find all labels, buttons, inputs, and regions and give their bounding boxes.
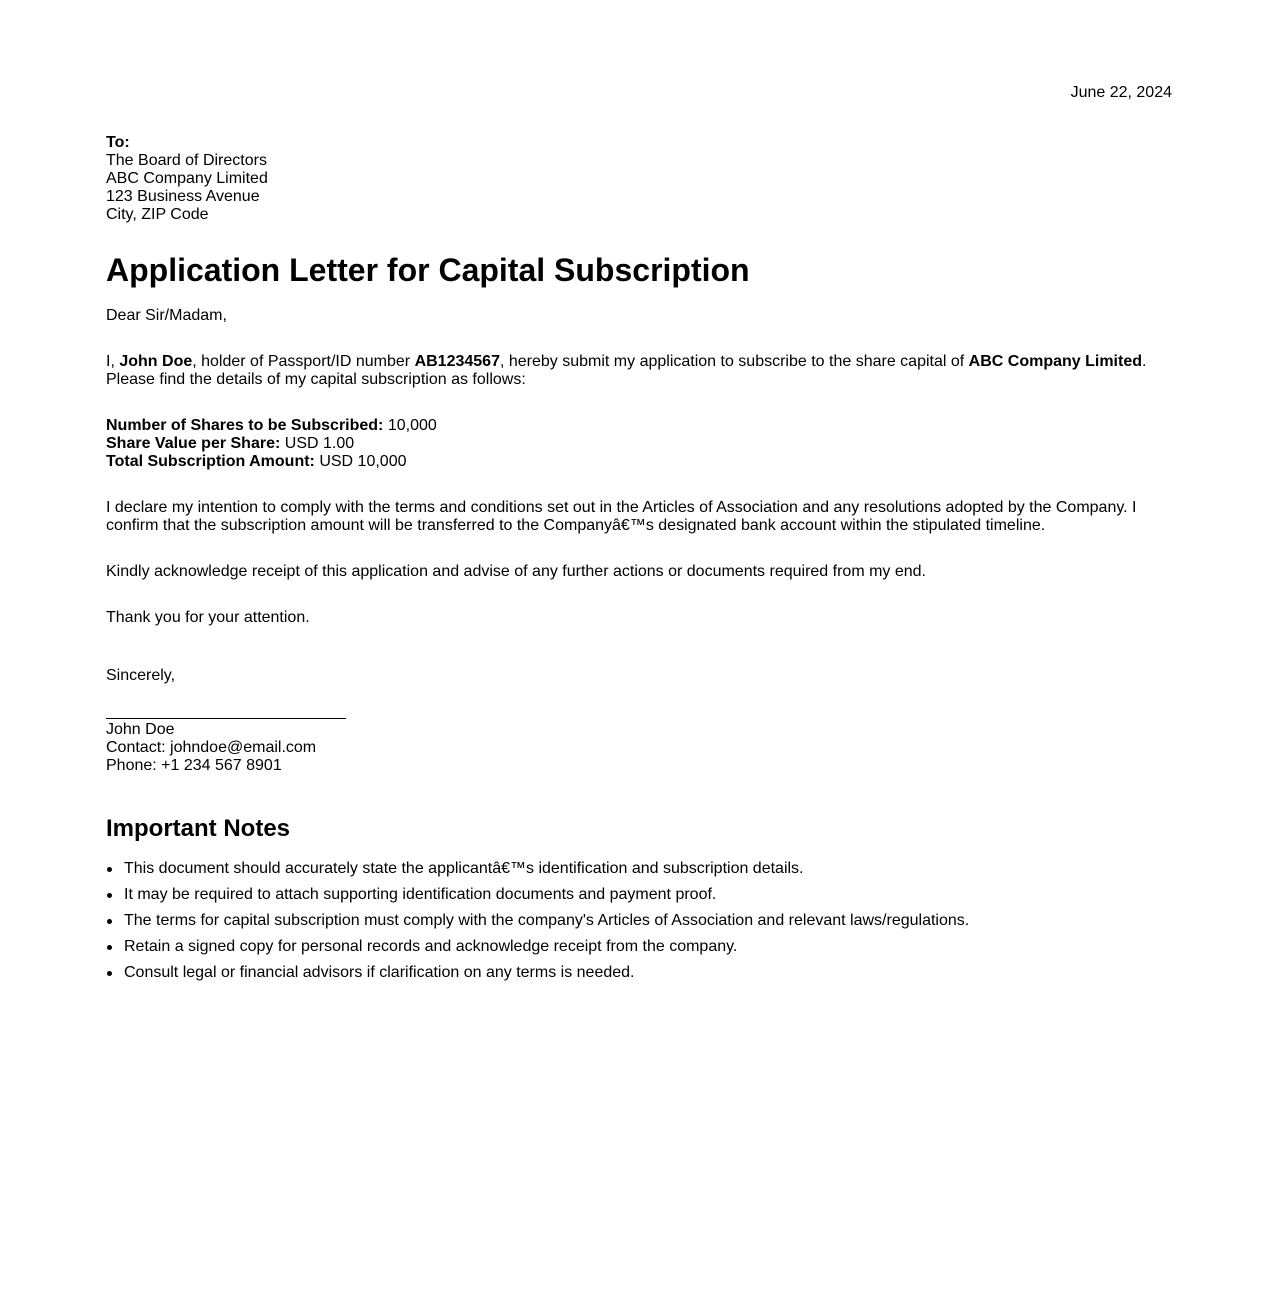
thanks-paragraph: Thank you for your attention.	[106, 609, 310, 626]
recipient-line: 123 Business Avenue	[106, 188, 260, 205]
signer-contact: Contact: johndoe@email.com	[106, 739, 317, 756]
bullet-icon	[107, 919, 112, 924]
intro-paragraph: I, John Doe, holder of Passport/ID number AB1234567, hereby submit my application to subscribe to the share capital of ABC Company Limited. Please find the details of my capital subscription as follows:	[106, 353, 1147, 388]
detail-row	[106, 417, 1172, 435]
list-item: Consult legal or financial advisors if clarification on any terms is needed.	[106, 964, 969, 990]
declaration-paragraph: I declare my intention to comply with the terms and conditions set out in the Articles of Association and any resolutions adopted by the Company. I confirm that the subscription amount will be transferred to the Companyâ€™s designated bank account within the stipulated timeline.	[106, 499, 1137, 534]
notes-heading: Important Notes	[106, 815, 291, 842]
list-item: This document should accurately state the applicantâ€™s identification and subscription details.	[106, 860, 969, 886]
letter-date: June 22, 2024	[1070, 84, 1172, 101]
acknowledge-paragraph: Kindly acknowledge receipt of this application and advise of any further actions or documents required from my end.	[106, 563, 926, 580]
signature-line	[106, 718, 346, 719]
recipient-address	[106, 134, 268, 224]
applicant-name: John Doe	[119, 353, 193, 370]
recipient-line: ABC Company Limited	[106, 170, 268, 187]
list-item: It may be required to attach supporting identification documents and payment proof.	[106, 886, 969, 912]
detail-label: Number of Shares to be Subscribed:	[106, 417, 384, 434]
recipient-line: The Board of Directors	[106, 152, 267, 169]
bullet-icon	[107, 893, 112, 898]
detail-value: 10,000	[387, 417, 437, 434]
signer-name: John Doe	[106, 721, 175, 738]
detail-value: USD 10,000	[319, 453, 407, 470]
detail-label: Total Subscription Amount:	[106, 453, 315, 470]
subscription-details	[106, 417, 1172, 471]
signer-phone: Phone: +1 234 567 8901	[106, 757, 282, 774]
detail-value: USD 1.00	[284, 435, 355, 452]
to-label: To:	[106, 134, 130, 151]
closing: Sincerely,	[106, 667, 176, 684]
bullet-icon	[107, 971, 112, 976]
list-item: The terms for capital subscription must comply with the company's Articles of Association and relevant laws/regulations.	[106, 912, 969, 938]
bullet-icon	[107, 945, 112, 950]
id-number: AB1234567	[414, 353, 500, 370]
notes-list	[106, 860, 969, 990]
detail-row	[106, 453, 1172, 471]
signer-block	[106, 721, 316, 775]
recipient-line: City, ZIP Code	[106, 206, 209, 223]
letter-title: Application Letter for Capital Subscription	[106, 252, 750, 288]
company-name: ABC Company Limited	[968, 353, 1142, 370]
detail-label: Share Value per Share:	[106, 435, 281, 452]
detail-row	[106, 435, 1172, 453]
salutation: Dear Sir/Madam,	[106, 307, 227, 324]
bullet-icon	[107, 867, 112, 872]
list-item: Retain a signed copy for personal records and acknowledge receipt from the company.	[106, 938, 969, 964]
